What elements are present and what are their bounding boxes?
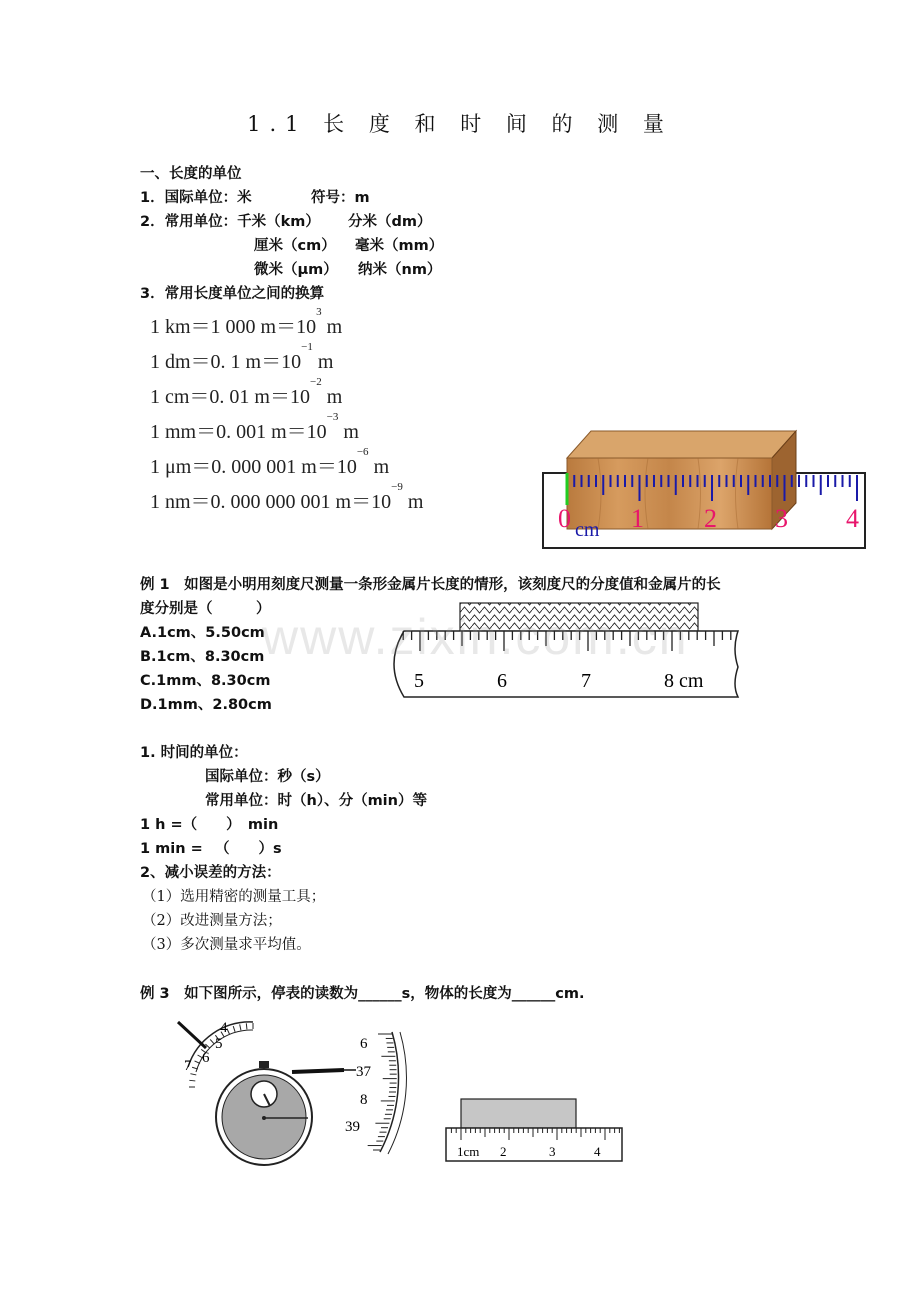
min-to-sec: 1 min = （ ）s — [140, 841, 282, 857]
ruler-tick — [233, 1026, 235, 1032]
wood-ruler-label-1: 1 — [631, 504, 644, 533]
second-pointer — [292, 1070, 344, 1072]
formula-cm: 1 cm＝0. 01 $m=10^{-2}$ m — [150, 376, 343, 408]
example3-ruler-label-3: 3 — [549, 1144, 556, 1159]
error-heading: 2、减小误差的方法： — [140, 865, 281, 881]
example1-option-c: C.1mm、8.30cm — [140, 673, 271, 689]
unit-um: 微米（μm） — [254, 262, 338, 278]
wood-ruler-label-4: 4 — [846, 504, 859, 533]
formula-um: 1 μm＝0. 000 001 $m=10^{-6}$ m — [150, 446, 390, 478]
stopwatch-crown — [259, 1061, 269, 1068]
time-common-units: 常用单位：时（h）、分（min）等 — [205, 793, 427, 809]
second-label-37: 37 — [356, 1064, 371, 1080]
unit-cm: 厘米（cm） — [254, 238, 336, 254]
stopwatch-figure — [168, 1012, 418, 1174]
example1-ruler-label-7: 7 — [581, 670, 591, 692]
wood-ruler-figure — [538, 425, 868, 553]
example3-ruler-label-4: 4 — [594, 1144, 601, 1159]
example3-ruler-label-2: 2 — [500, 1144, 507, 1159]
formula-km: 1 km＝1 000 $m=10^3$ m — [150, 306, 343, 338]
wood-ruler-label-3: 3 — [775, 504, 788, 533]
wood-ruler-label-0: 0 — [558, 504, 571, 533]
common-units-line: 2．常用单位：千米（km） — [140, 214, 320, 230]
formula-dm: 1 dm＝0. 1 $m=10^{-1}$ m — [150, 341, 334, 373]
si-symbol: 符号：m — [311, 190, 370, 206]
hour-to-min: 1 h =（ ） min — [140, 817, 279, 833]
error-method-1: （1）选用精密的测量工具； — [142, 889, 326, 905]
error-method-3: （3）多次测量求平均值。 — [142, 937, 311, 953]
page-title: 1.1 长 度 和 时 间 的 测 量 — [247, 112, 673, 136]
time-heading: 1. 时间的单位： — [140, 745, 248, 761]
minute-label-5: 5 — [215, 1036, 223, 1052]
example3-ruler-figure — [442, 1096, 626, 1166]
minute-label-4: 4 — [220, 1020, 228, 1036]
error-method-2: （2）改进测量方法； — [142, 913, 282, 929]
wood-ruler-label-2: 2 — [704, 504, 717, 533]
example3-stem: 例 3 如下图所示，停表的读数为______s，物体的长度为______cm. — [140, 986, 585, 1002]
section-heading-length-units: 一、长度的单位 — [140, 166, 242, 182]
example1-stem-line2: 度分别是（ ） — [140, 601, 271, 617]
ruler-tick — [210, 1039, 214, 1043]
example1-ruler-label-6: 6 — [497, 670, 507, 692]
minute-pointer — [178, 1022, 206, 1048]
wood-ruler-unit: cm — [575, 519, 600, 541]
example3-ruler-label-1cm: 1cm — [457, 1144, 480, 1159]
ruler-tick — [246, 1023, 247, 1029]
second-label-6: 6 — [360, 1036, 368, 1052]
example3-object — [461, 1099, 576, 1128]
unit-mm: 毫米（mm） — [355, 238, 444, 254]
unit-dm: 分米（dm） — [348, 214, 432, 230]
example1-ruler-label-8cm: 8 cm — [664, 670, 704, 692]
minute-label-7: 7 — [184, 1058, 192, 1074]
ruler-tick — [240, 1024, 241, 1030]
ruler-tick — [189, 1080, 195, 1081]
example1-option-b: B.1cm、8.30cm — [140, 649, 265, 665]
second-label-8: 8 — [360, 1092, 368, 1108]
example1-ruler-label-5: 5 — [414, 670, 424, 692]
time-si-unit: 国际单位：秒（s） — [205, 769, 330, 785]
second-label-39: 39 — [345, 1119, 360, 1135]
watermark: www.zixin.com.cn — [262, 609, 689, 665]
formula-mm: 1 mm＝0. 001 $m=10^{-3}$ m — [150, 411, 359, 443]
second-dial-ticks — [368, 1034, 397, 1150]
formula-nm: 1 nm＝0. 000 000 001 $m=10^{-9}$ m — [150, 481, 424, 513]
example1-stem-line1: 例 1 如图是小明用刻度尺测量一条形金属片长度的情形，该刻度尺的分度值和金属片的长 — [140, 577, 721, 593]
conversion-heading: 3．常用长度单位之间的换算 — [140, 286, 325, 302]
minute-label-6: 6 — [202, 1050, 210, 1066]
example1-option-d: D.1mm、2.80cm — [140, 697, 272, 713]
si-unit-line: 1．国际单位：米 — [140, 190, 252, 206]
unit-nm: 纳米（nm） — [358, 262, 442, 278]
example1-option-a: A.1cm、5.50cm — [140, 625, 265, 641]
wood-block-top — [567, 431, 796, 458]
